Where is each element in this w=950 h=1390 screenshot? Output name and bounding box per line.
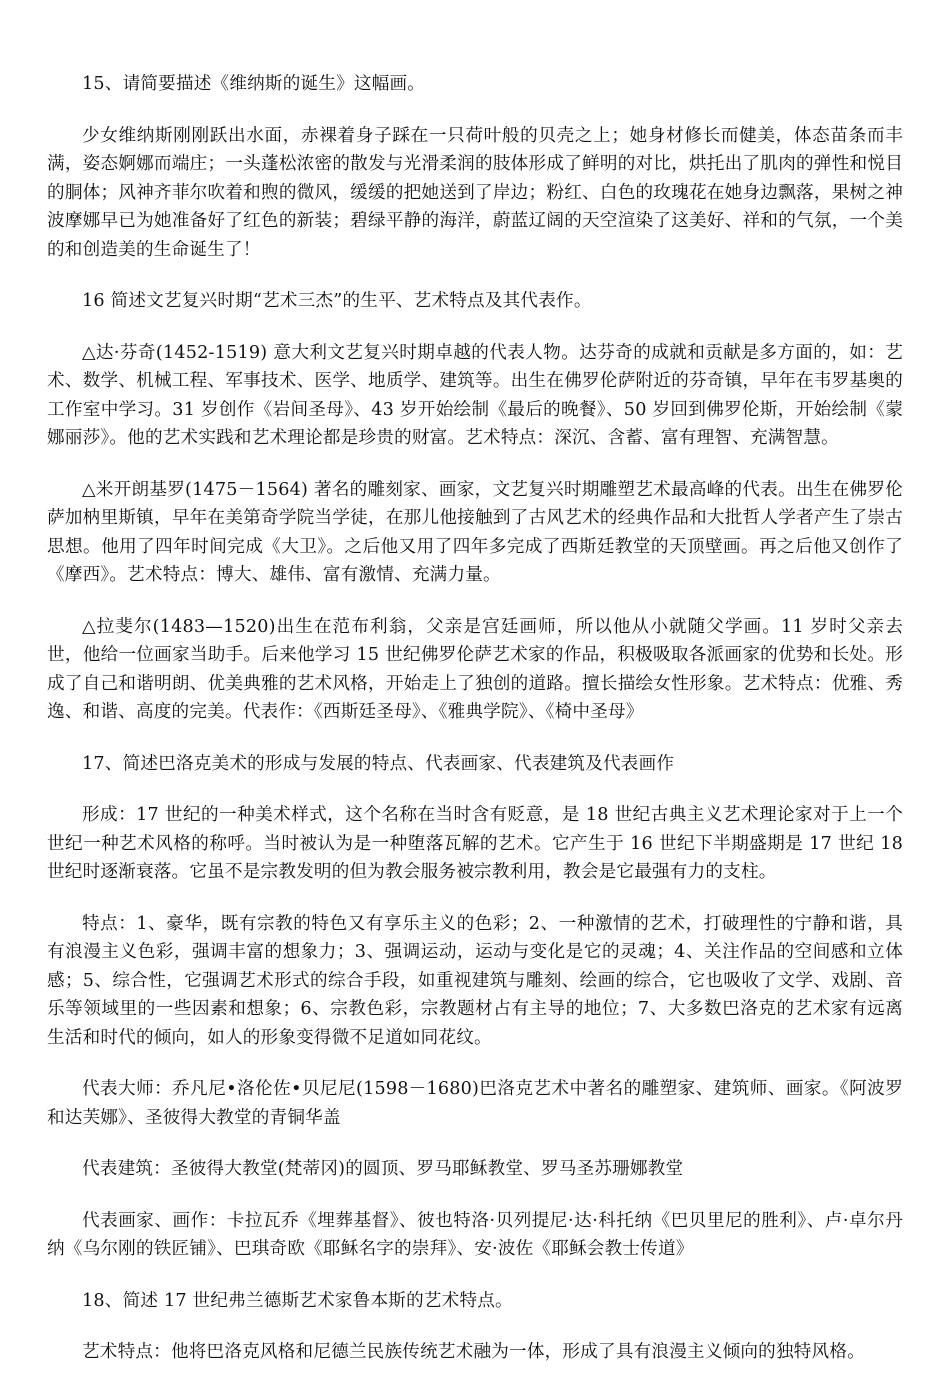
question-16: 16 简述文艺复兴时期“艺术三杰”的生平、艺术特点及其代表作。 — [82, 291, 592, 311]
answer-17-features: 特点：1、豪华，既有宗教的特色又有享乐主义的色彩；2、一种激情的艺术，打破理性的宁静和谐，具有浪漫主义色彩，强调丰富的想象力；3、强调运动，运动与变化是它的灵魂；4、关注作品的空间感和立体感；5、综合性，它强调艺术形式的综合手段，如重视建筑与雕刻、绘画的综合，它也吸收了文学、戏剧、音乐等领域里的一些因素和想象；6、宗教色彩，宗教题材占有主导的地位；7、大多数巴洛克的艺术家有远离生活和时代的倾向，如人的形象变得微不足道如同花纹。 — [47, 913, 903, 1048]
answer-17-master: 代表大师：乔凡尼•洛伦佐•贝尼尼(1598－1680)巴洛克艺术中著名的雕塑家、建筑师、画家。《阿波罗和达芙娜》、圣彼得大教堂的青铜华盖 — [47, 1079, 903, 1128]
answer-16-michelangelo: △米开朗基罗(1475－1564) 著名的雕刻家、画家，文艺复兴时期雕塑艺术最高峰的代表。出生在佛罗伦萨加枘里斯镇，早年在美第奇学院当学徒，在那儿他接触到了古风艺术的经典作品和大批哲人学者产生了崇古思想。他用了四年时间完成《大卫》。之后他又用了四年多完成了西斯廷教堂的天顶壁画。再之后他又创作了《摩西》。艺术特点：博大、雄伟、富有激情、充满力量。 — [47, 479, 903, 585]
question-15: 15、请简要描述《维纳斯的诞生》这幅画。 — [82, 74, 426, 94]
answer-17-formation: 形成：17 世纪的一种美术样式，这个名称在当时含有贬意，是 18 世纪古典主义艺术理论家对于上一个世纪一种艺术风格的称呼。当时被认为是一种堕落瓦解的艺术。它产生于 16 世纪下半期盛期是 17 世纪 18 世纪时逐渐衰落。它虽不是宗教发明的但为教会服务被宗教利用，教会是它最强有力的支柱。 — [47, 805, 903, 882]
answer-16-raphael: △拉斐尔(1483—1520)出生在范布利翁，父亲是宫廷画师，所以他从小就随父学画。11 岁时父亲去世，他给一位画家当助手。后来他学习 15 世纪佛罗伦萨艺术家的作品，积极吸取各派画家的优势和长处。形成了自己和谐明朗、优美典雅的艺术风格，开始走上了独创的道路。擅长描绘女性形象。艺术特点：优雅、秀逸、和谐、高度的完美。代表作：《西斯廷圣母》、《雅典学院》、《椅中圣母》 — [47, 616, 903, 722]
answer-18-rubens: 艺术特点：他将巴洛克风格和尼德兰民族传统艺术融为一体，形成了具有浪漫主义倾向的独特风格。 — [82, 1342, 865, 1362]
answer-17-painters: 代表画家、画作：卡拉瓦乔《埋葬基督》、彼也特洛·贝列提尼·达·科托纳《巴贝里尼的胜利》、卢·卓尔丹纳《乌尔刚的铁匠铺》、巴琪奇欧《耶稣名字的崇拜》、安·波佐《耶稣会教士传道》 — [47, 1210, 903, 1259]
question-18: 18、简述 17 世纪弗兰德斯艺术家鲁本斯的艺术特点。 — [82, 1290, 513, 1311]
document-page — [47, 70, 903, 1390]
answer-16-da-vinci: △达·芬奇(1452-1519) 意大利文艺复兴时期卓越的代表人物。达芬奇的成就和贡献是多方面的，如：艺术、数学、机械工程、军事技术、医学、地质学、建筑等。出生在佛罗伦萨附近的芬奇镇，早年在韦罗基奥的工作室中学习。31 岁创作《岩间圣母》、43 岁开始绘制《最后的晚餐》、50 岁回到佛罗伦斯，开始绘制《蒙娜丽莎》。他的艺术实践和艺术理论都是珍贵的财富。艺术特点：深沉、含蓄、富有理智、充满智慧。 — [47, 342, 903, 448]
answer-17-architecture: 代表建筑：圣彼得大教堂(梵蒂冈)的圆顶、罗马耶稣教堂、罗马圣苏珊娜教堂 — [82, 1159, 684, 1179]
answer-15-venus: 少女维纳斯刚刚跃出水面，赤裸着身子踩在一只荷叶般的贝壳之上；她身材修长而健美，体态苗条而丰满，姿态婀娜而端庄；一头蓬松浓密的散发与光滑柔润的肢体形成了鲜明的对比，烘托出了肌肉的弹性和悦目的胴体；风神齐菲尔吹着和煦的微风，缓缓的把她送到了岸边；粉红、白色的玫瑰花在她身边飘落，果树之神波摩娜早已为她准备好了红色的新装；碧绿平静的海洋，蔚蓝辽阔的天空渲染了这美好、祥和的气氛，一个美的和创造美的生命诞生了！ — [47, 125, 903, 260]
question-17: 17、简述巴洛克美术的形成与发展的特点、代表画家、代表建筑及代表画作 — [82, 753, 675, 774]
